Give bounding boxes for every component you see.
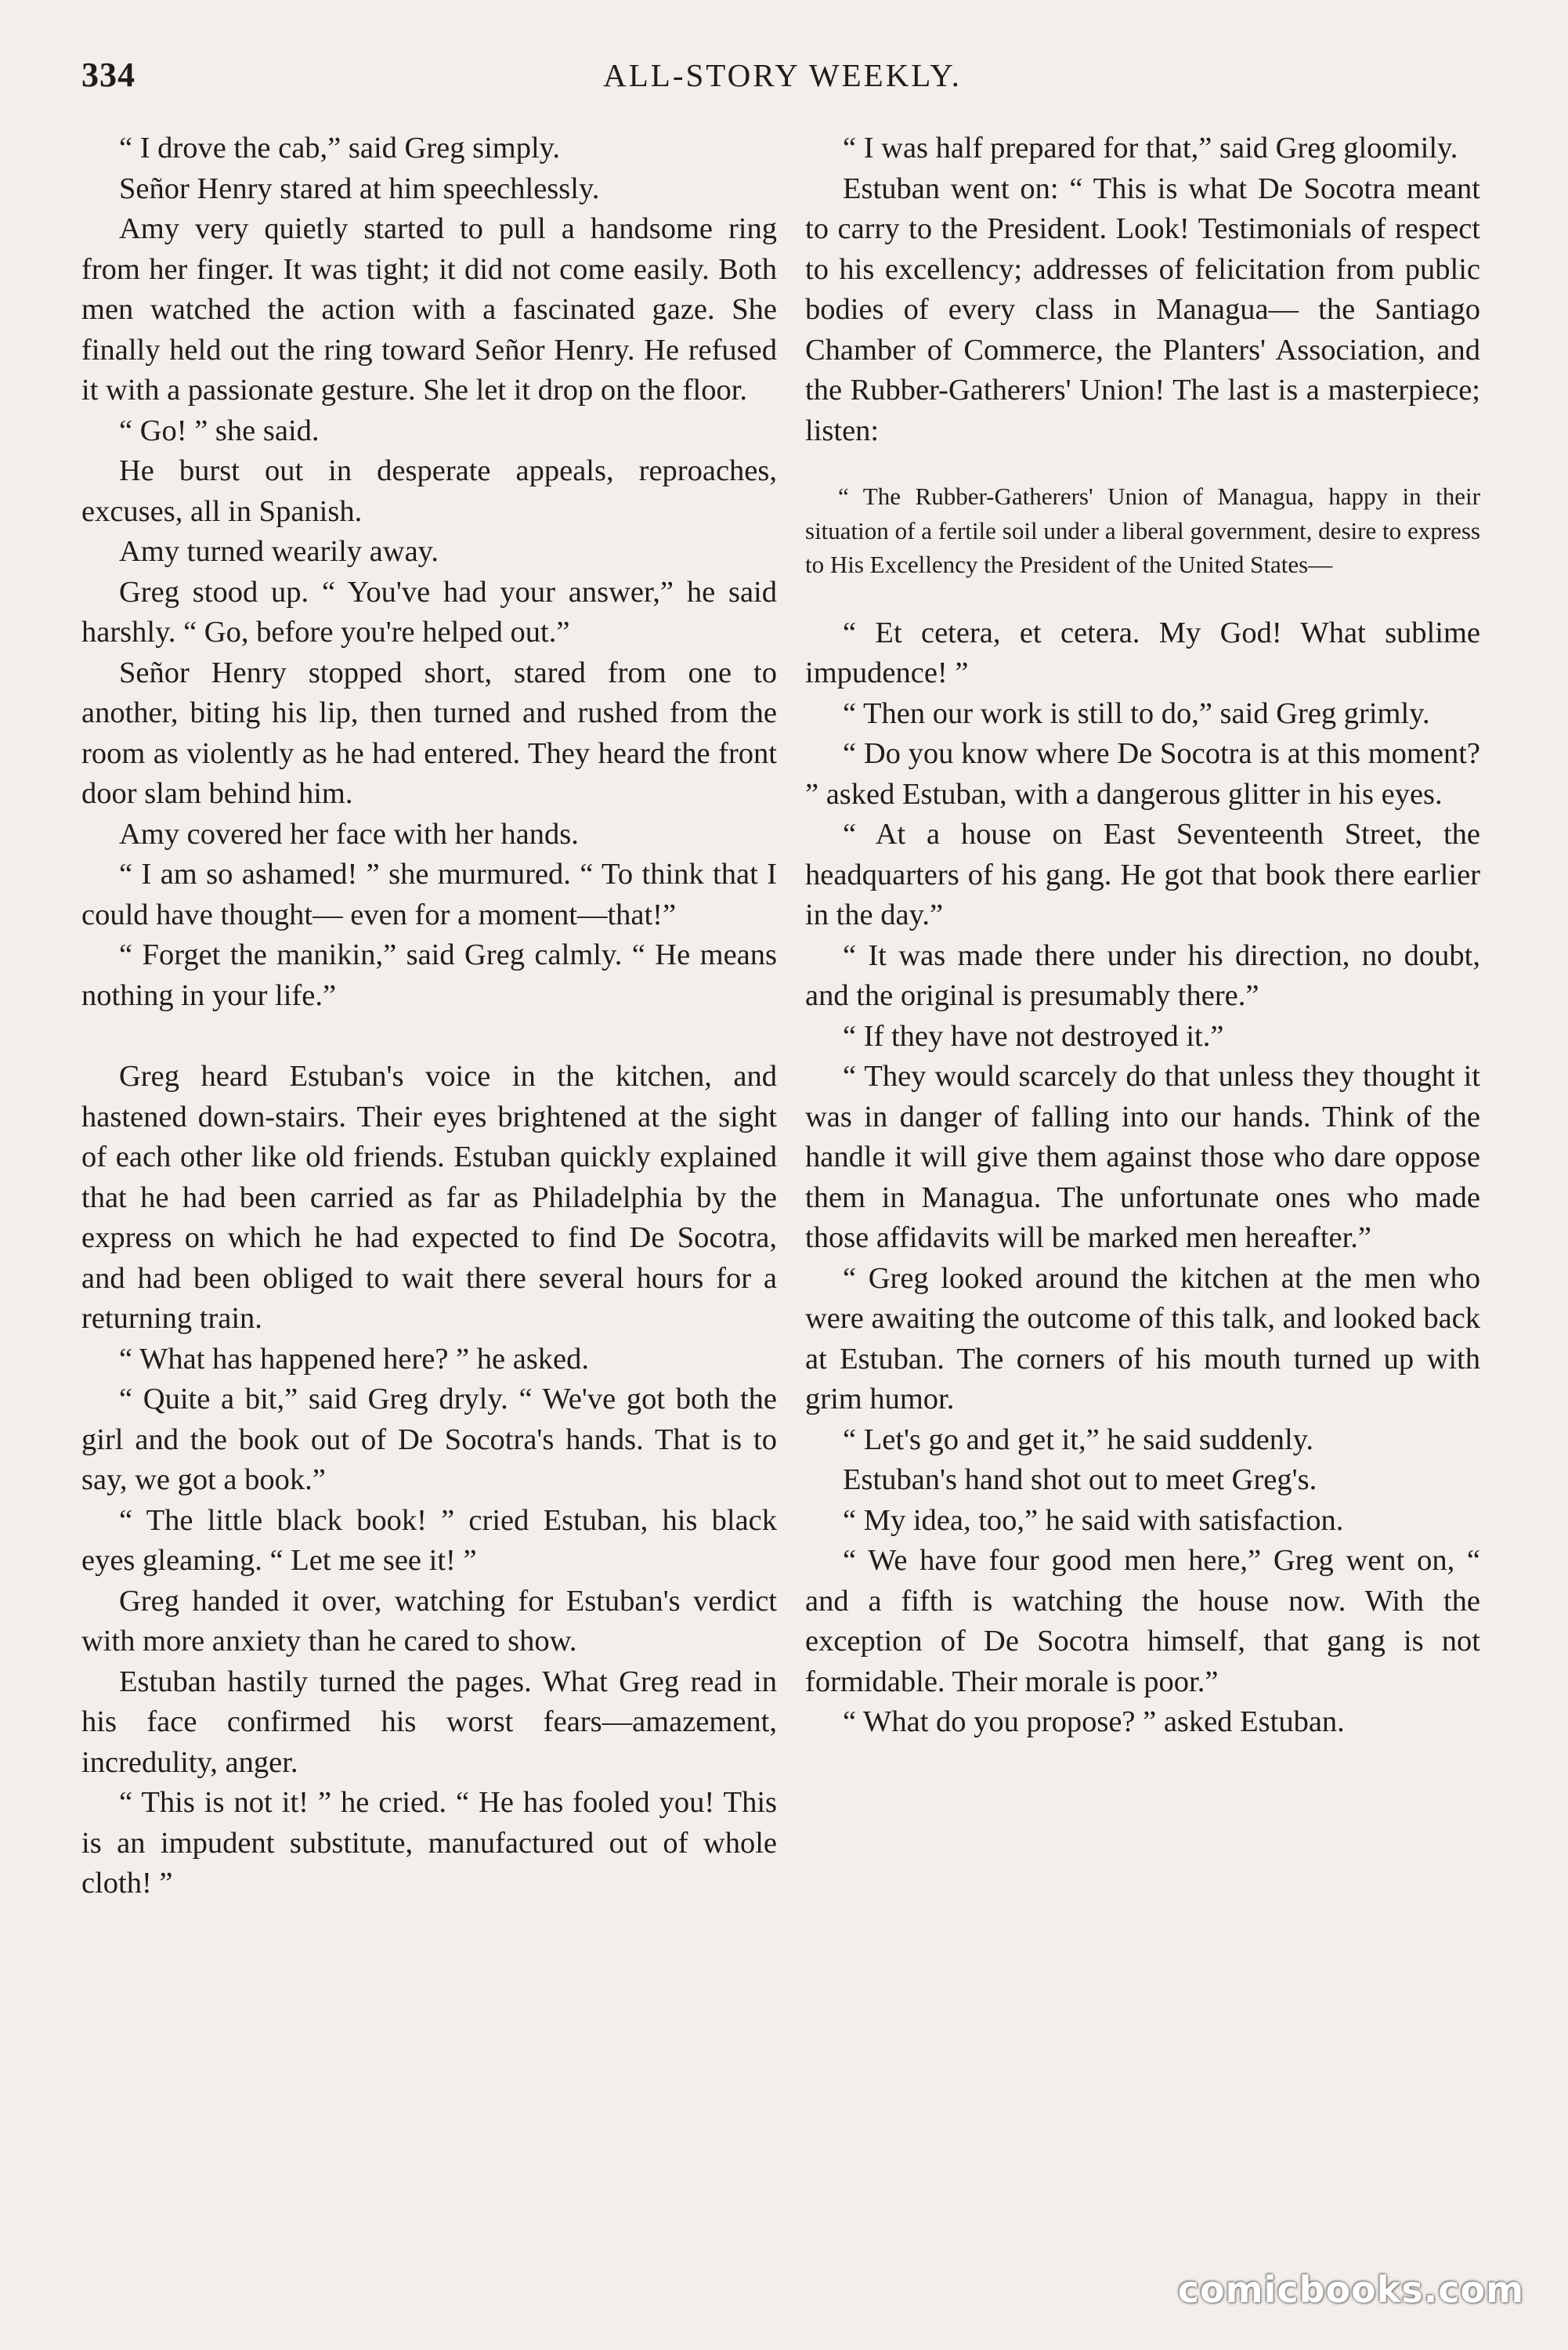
paragraph: “ What has happened here? ” he asked. (119, 1342, 590, 1376)
paragraph: “ My idea, too,” he said with satisfaction. (843, 1503, 1344, 1537)
paragraph: Amy very quietly started to pull a handsome ring from her finger. It was tight; it did not come easily. Both men watched the action with a fascinated gaze. She finally held out the ring toward Señor Henry. He refused it with a passionate gesture. She let it drop on the floor. (81, 212, 777, 407)
paragraph: “ Forget the manikin,” said Greg calmly. “ He means nothing in your life.” (81, 938, 777, 1012)
paragraph: Amy covered her face with her hands. (119, 817, 579, 851)
block-quote (805, 479, 1480, 582)
running-head: ALL-STORY WEEKLY. (603, 57, 962, 93)
paragraph: “ This is not it! ” he cried. “ He has fooled you! This is an impudent substitute, manufactured out of whole cloth! ” (81, 1786, 777, 1900)
paragraph: Greg heard Estuban's voice in the kitchen, and hastened down-stairs. Their eyes brightened at the sight of each other like old friends. Estuban quickly explained that he had been carried as far as Philadelphia by the express on which he had expected to find De Socotra, and had been obliged to wait there several hours for a returning train. (81, 1060, 777, 1335)
paragraph: “ Quite a bit,” said Greg dryly. “ We've got both the girl and the book out of De Socotra's hands. That is to say, we got a book.” (81, 1383, 777, 1496)
paragraph: “ If they have not destroyed it.” (843, 1019, 1224, 1053)
paragraph: “ They would scarcely do that unless they thought it was in danger of falling into our hands. Think of the handle it will give them against those who dare oppose them in Managua. The unfortunate ones who made those affidavits will be marked men hereafter.” (805, 1060, 1480, 1254)
page-number: 334 (81, 56, 135, 94)
paragraph: “ We have four good men here,” Greg went on, “ and a fifth is watching the house now. With the exception of De Socotra himself, that gang is not formidable. Their morale is poor.” (805, 1544, 1480, 1698)
paragraph: He burst out in desperate appeals, reproaches, excuses, all in Spanish. (81, 454, 777, 528)
paragraph: “ Et cetera, et cetera. My God! What sublime impudence! ” (805, 616, 1480, 689)
paragraph: Amy turned wearily away. (119, 535, 439, 568)
paragraph: Greg handed it over, watching for Estuban's verdict with more anxiety than he cared to show. (81, 1584, 777, 1658)
paragraph: “ I was half prepared for that,” said Greg gloomily. (843, 132, 1458, 164)
paragraph: “ Go! ” she said. (119, 414, 320, 447)
paragraph: “ Then our work is still to do,” said Greg grimly. (843, 696, 1430, 730)
paragraph: Señor Henry stopped short, stared from one to another, biting his lip, then turned and rushed from the room as violently as he had entered. They heard the front door slam behind him. (81, 656, 777, 810)
paragraph: “ I am so ashamed! ” she murmured. “ To think that I could have thought— even for a moment—that!” (81, 858, 777, 931)
paragraph: “ It was made there under his direction, no doubt, and the original is presumably there.” (805, 938, 1480, 1012)
right-column (805, 128, 1480, 1743)
page-header (81, 55, 1483, 110)
paragraph: “ I drove the cab,” said Greg simply. (119, 132, 561, 164)
paragraph: Estuban went on: “ This is what De Socotra meant to carry to the President. Look! Testimonials of respect to his excellency; addresses of felicitation from public bodies of every class in Managua— the Santiago Chamber of Commerce, the Planters' Association, and the Rubber-Gatherers' Union! The last is a masterpiece; listen: (805, 172, 1480, 447)
paragraph: “ Greg looked around the kitchen at the men who were awaiting the outcome of this talk, and looked back at Estuban. The corners of his mouth turned up with grim humor. (805, 1261, 1480, 1415)
paragraph: “ What do you propose? ” asked Estuban. (843, 1705, 1345, 1738)
left-column (81, 128, 777, 1904)
paragraph: Estuban's hand shot out to meet Greg's. (843, 1463, 1317, 1496)
paragraph: “ Do you know where De Socotra is at this moment? ” asked Estuban, with a dangerous glitter in his eyes. (805, 737, 1480, 811)
paragraph: “ The little black book! ” cried Estuban, his black eyes gleaming. “ Let me see it! ” (81, 1503, 777, 1577)
paragraph: Greg stood up. “ You've had your answer,” he said harshly. “ Go, before you're helped out.” (81, 575, 777, 649)
site-watermark: comicbooks.com (1177, 2269, 1524, 2311)
block-quote-text: “ The Rubber-Gatherers' Union of Managua, happy in their situation of a fertile soil under a liberal government, desire to express to His Excellency the President of the United States— (805, 483, 1480, 578)
paragraph: “ Let's go and get it,” he said suddenly. (843, 1423, 1314, 1456)
paragraph: Señor Henry stared at him speechlessly. (119, 172, 600, 205)
paragraph: Estuban hastily turned the pages. What Greg read in his face confirmed his worst fears—amazement, incredulity, anger. (81, 1665, 777, 1779)
paragraph: “ At a house on East Seventeenth Street, the headquarters of his gang. He got that book there earlier in the day.” (805, 818, 1480, 931)
